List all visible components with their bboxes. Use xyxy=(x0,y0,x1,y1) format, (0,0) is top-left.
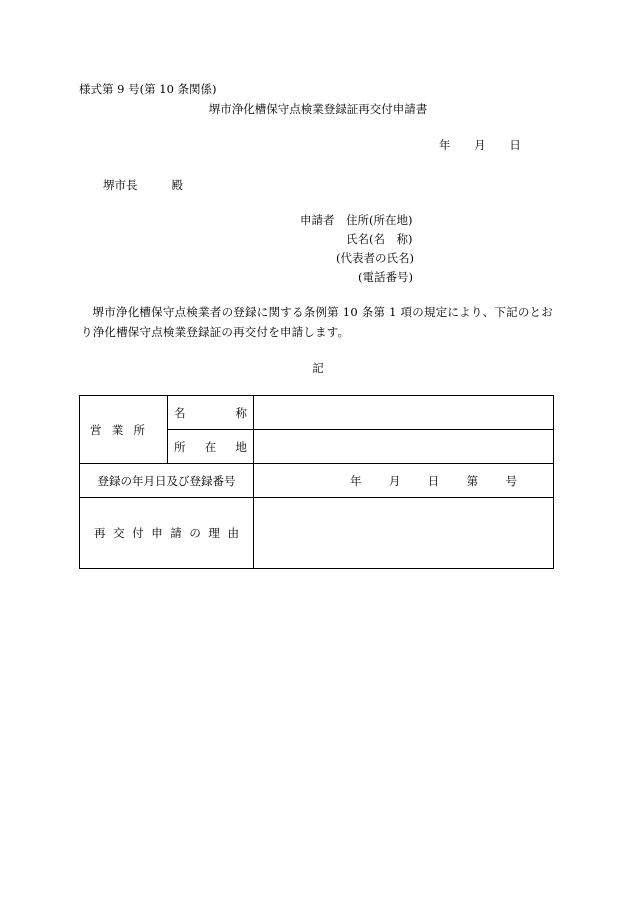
applicant-label: 申請者 xyxy=(300,213,335,227)
office-location-label xyxy=(168,439,253,455)
office-name-char: 名 xyxy=(174,405,186,420)
registration-char: 第 xyxy=(466,473,479,488)
addressee xyxy=(103,177,183,193)
date-year: 年 xyxy=(439,138,451,152)
ki-heading: 記 xyxy=(312,361,324,375)
reason-label-char: 由 xyxy=(227,526,239,540)
applicant-phone-label: (電話番号) xyxy=(358,270,413,284)
applicant-name-label: 氏名(名 称) xyxy=(346,232,413,246)
application-table xyxy=(79,395,554,569)
office-name-char: 称 xyxy=(235,405,247,420)
registration-char: 年 xyxy=(350,473,362,488)
office-label-char: 所 xyxy=(133,422,145,437)
reason-label-cell xyxy=(80,498,254,569)
date-day: 日 xyxy=(509,138,521,152)
office-name-label-cell xyxy=(168,396,254,430)
reason-label-char: の xyxy=(189,526,201,540)
registration-value xyxy=(254,473,553,489)
office-name-field[interactable] xyxy=(254,396,554,430)
application-statement xyxy=(81,302,553,342)
reason-label-char: 再 xyxy=(94,526,106,540)
registration-label: 登録の年月日及び登録番号 xyxy=(97,473,236,488)
reason-label-char: 交 xyxy=(113,526,125,540)
office-name-label xyxy=(168,405,253,421)
reason-label-char: 理 xyxy=(208,526,220,540)
office-label-char: 業 xyxy=(111,422,124,437)
applicant-address-label: 住所(所在地) xyxy=(346,213,413,227)
date-month: 月 xyxy=(474,138,486,152)
reason-label-char: 請 xyxy=(170,526,182,540)
statement-paragraph: 堺市浄化槽保守点検業者の登録に関する条例第 10 条第 1 項の規定により、下記のとおり浄化槽保守点検業登録証の再交付を申請します。 xyxy=(81,305,553,339)
reason-label-char: 付 xyxy=(132,526,144,540)
date-line xyxy=(439,137,521,153)
office-location-field[interactable] xyxy=(254,430,554,464)
registration-char: 日 xyxy=(427,473,440,488)
office-location-char: 所 xyxy=(174,439,186,454)
registration-char: 号 xyxy=(505,473,517,488)
addressee-name: 堺市長 xyxy=(103,178,138,192)
addressee-honorific: 殿 xyxy=(171,178,183,192)
office-label-char: 営 xyxy=(90,422,102,437)
reason-field[interactable] xyxy=(254,498,554,569)
office-label-cell xyxy=(80,396,168,464)
office-label xyxy=(80,422,167,438)
document-title: 堺市浄化槽保守点検業登録証再交付申請書 xyxy=(208,102,428,116)
registration-field[interactable] xyxy=(254,464,554,498)
registration-label-cell xyxy=(80,464,254,498)
office-location-label-cell xyxy=(168,430,254,464)
applicant-representative-label: (代表者の氏名) xyxy=(336,251,414,265)
office-location-char: 地 xyxy=(235,439,247,454)
reason-label xyxy=(80,525,253,541)
registration-char: 月 xyxy=(388,473,401,488)
reason-label-char: 申 xyxy=(151,526,163,540)
form-number: 様式第 9 号(第 10 条関係) xyxy=(79,82,217,96)
office-location-char: 在 xyxy=(204,439,217,454)
